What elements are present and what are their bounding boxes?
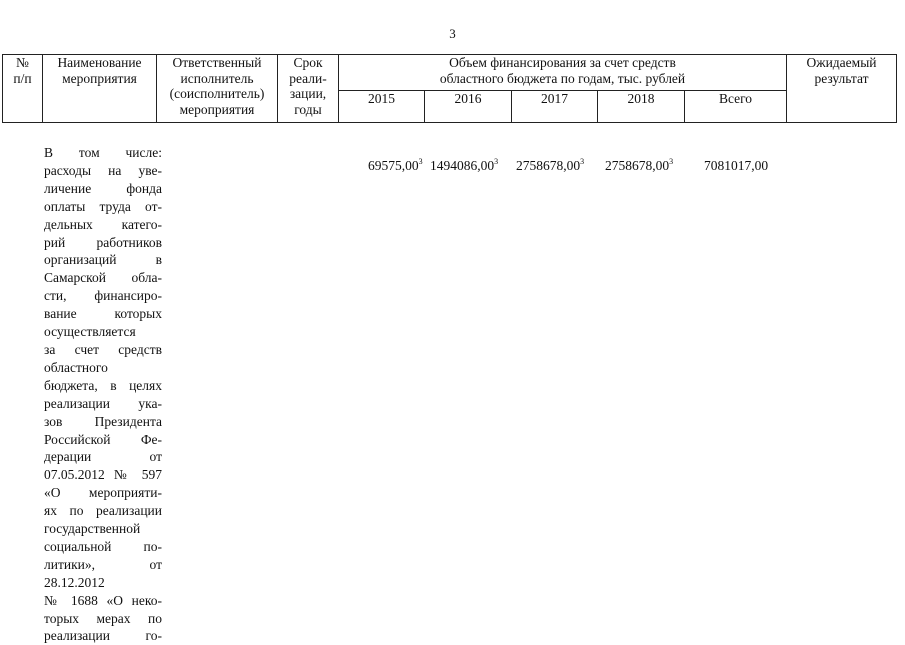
- footnote-mark: 3: [418, 157, 423, 166]
- description-line: В том числе:: [44, 145, 162, 160]
- value-2017: 2758678,00$^3$: [516, 157, 585, 173]
- header-name: Наименование мероприятия: [43, 55, 157, 123]
- description-line: реализации ука-: [44, 395, 162, 411]
- header-year-2015: 2015: [339, 91, 425, 123]
- header-year-2016: 2016: [425, 91, 512, 123]
- description-line: Российской Фе-: [44, 431, 162, 447]
- description-line: за счет средств: [44, 341, 162, 357]
- description-line: № 1688 «О неко-: [44, 592, 162, 608]
- footnote-mark: 3: [669, 157, 674, 166]
- description-line: рий работников: [44, 234, 162, 250]
- description-line: Самарской обла-: [44, 270, 162, 286]
- description-line: вание которых: [44, 306, 162, 322]
- description-line: литики», от: [44, 556, 162, 572]
- value-2016: 1494086,00$^3$: [430, 157, 499, 173]
- description-line: социальной по-: [44, 538, 162, 554]
- page-number: 3: [449, 26, 456, 41]
- header-funding: Объем финансирования за счет средств областного бюджета по годам, тыс. рублей: [339, 55, 787, 91]
- description-line: осуществляется: [44, 324, 136, 340]
- description-line: «О мероприяти-: [44, 485, 162, 501]
- measure-description: [44, 144, 162, 645]
- value-2018: 2758678,00$^3$: [605, 157, 674, 173]
- footnote-mark: 3: [494, 157, 499, 166]
- header-executor: Ответственный исполнитель (соисполнитель) мероприятия: [157, 55, 278, 123]
- description-line: торых мерах по: [44, 610, 162, 626]
- header-result: Ожидаемый результат: [787, 55, 897, 123]
- description-line: оплаты труда от-: [44, 198, 162, 214]
- description-line: сти, финансиро-: [44, 288, 162, 304]
- header-term: Срок реали- зации, годы: [278, 55, 339, 123]
- description-line: бюджета, в целях: [44, 377, 162, 393]
- description-line: областного: [44, 359, 108, 375]
- value-2015: 69575,00$^3$: [368, 157, 423, 173]
- description-line: государственной: [44, 521, 141, 537]
- description-line: 28.12.2012: [44, 574, 105, 590]
- description-line: дерации от: [44, 449, 162, 465]
- value-total: 7081017,00: [704, 158, 769, 173]
- header-total: Всего: [685, 91, 787, 123]
- description-line: 07.05.2012 № 597: [44, 467, 162, 483]
- description-line: зов Президента: [44, 413, 162, 429]
- footnote-mark: 3: [580, 157, 585, 166]
- description-line: дельных катего-: [44, 216, 162, 232]
- description-line: расходы на уве-: [44, 162, 162, 178]
- header-table: [2, 54, 897, 123]
- description-line: личение фонда: [44, 180, 162, 196]
- header-year-2018: 2018: [598, 91, 685, 123]
- description-line: ях по реализации: [44, 503, 162, 519]
- header-no: № п/п: [3, 55, 43, 123]
- description-line: организаций в: [44, 252, 162, 268]
- description-line: реализации го-: [44, 628, 162, 644]
- header-year-2017: 2017: [512, 91, 598, 123]
